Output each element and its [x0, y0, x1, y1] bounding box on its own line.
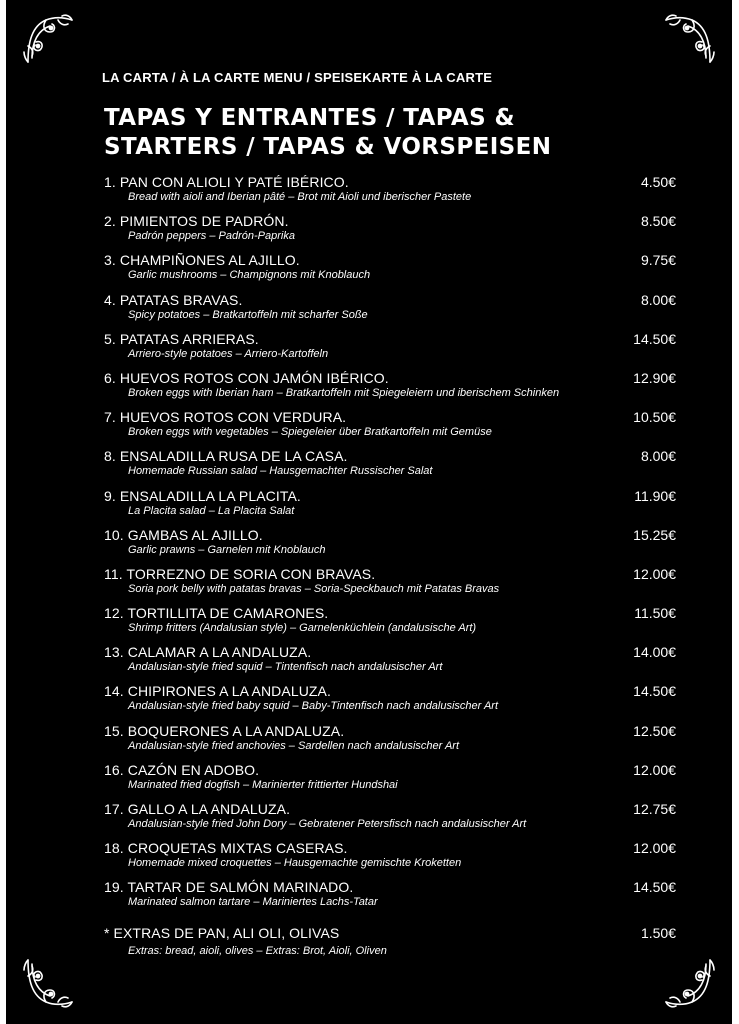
- item-description: Homemade mixed croquettes – Hausgemachte gemischte Kroketten: [128, 857, 462, 870]
- item-price: 12.90€: [633, 369, 676, 386]
- item-name: 3. CHAMPIÑONES AL AJILLO.: [104, 252, 300, 269]
- menu-item: [104, 683, 676, 722]
- menu-item: [104, 292, 676, 331]
- item-price: 15.25€: [633, 526, 676, 543]
- item-description: La Placita salad – La Placita Salat: [128, 504, 295, 517]
- item-price: 14.50€: [633, 683, 676, 700]
- menu-item: [104, 488, 676, 527]
- item-description: Andalusian-style fried anchovies – Sardellen nach andalusischer Art: [128, 739, 460, 752]
- item-description: Garlic prawns – Garnelen mit Knoblauch: [128, 543, 326, 556]
- menu-item: [104, 370, 676, 409]
- menu-item: [104, 879, 676, 918]
- menu-item: [104, 762, 676, 801]
- corner-ornament-icon: [22, 954, 78, 1010]
- menu-item: [104, 174, 676, 213]
- menu-item: [104, 409, 676, 448]
- menu-item: [104, 252, 676, 291]
- item-price: 11.90€: [634, 487, 676, 504]
- extras-description: Extras: bread, aioli, olives – Extras: Brot, Aioli, Oliven: [128, 945, 387, 957]
- item-price: 14.50€: [633, 879, 676, 896]
- item-name: 12. TORTILLITA DE CAMARONES.: [104, 605, 329, 622]
- item-name: 18. CROQUETAS MIXTAS CASERAS.: [104, 840, 348, 857]
- menu-subtitle: LA CARTA / À LA CARTE MENU / SPEISEKARTE À LA CARTE: [102, 70, 493, 85]
- menu-item: [104, 605, 676, 644]
- item-name: 17. GALLO A LA ANDALUZA.: [104, 801, 291, 817]
- item-price: 12.00€: [633, 565, 676, 582]
- menu-item: [104, 448, 676, 487]
- item-price: 14.50€: [633, 330, 676, 347]
- item-description: Shrimp fritters (Andalusian style) – Garnelenküchlein (andalusische Art): [128, 622, 477, 635]
- item-description: Bread with aioli and Iberian pâté – Brot mit Aioli und iberischer Pastete: [128, 191, 472, 203]
- item-name: 10. GAMBAS AL AJILLO.: [104, 526, 263, 543]
- item-price: 12.00€: [633, 840, 676, 857]
- item-description: Spicy potatoes – Bratkartoffeln mit scharfer Soße: [128, 308, 368, 321]
- menu-item: [104, 213, 676, 252]
- section-title: TAPAS Y ENTRANTES / TAPAS & STARTERS / TAPAS & VORSPEISEN: [104, 105, 552, 160]
- item-description: Andalusian-style fried John Dory – Gebratener Petersfisch nach andalusischer Art: [128, 818, 527, 830]
- menu-item: [104, 723, 676, 762]
- item-description: Andalusian-style fried squid – Tintenfisch nach andalusischer Art: [128, 661, 443, 674]
- item-price: 10.50€: [633, 409, 676, 426]
- menu-item: [104, 527, 676, 566]
- menu-item-list: [104, 174, 676, 919]
- item-price: 12.00€: [633, 761, 676, 778]
- item-name: 16. CAZÓN EN ADOBO.: [104, 761, 260, 778]
- item-description: Marinated fried dogfish – Marinierter frittierter Hundshai: [128, 778, 398, 791]
- item-name: 15. BOQUERONES A LA ANDALUZA.: [104, 722, 345, 739]
- item-description: Soria pork belly with patatas bravas – Soria-Speckbauch mit Patatas Bravas: [128, 582, 500, 595]
- item-price: 8.50€: [640, 213, 676, 230]
- item-description: Homemade Russian salad – Hausgemachter Russischer Salat: [128, 465, 433, 478]
- menu-item: [104, 801, 676, 840]
- item-price: 9.75€: [640, 252, 676, 269]
- item-price: 14.00€: [633, 644, 676, 661]
- item-name: 4. PATATAS BRAVAS.: [104, 291, 243, 308]
- item-name: 13. CALAMAR A LA ANDALUZA.: [104, 644, 312, 661]
- menu-item: [104, 331, 676, 370]
- item-name: 1. PAN CON ALIOLI Y PATÉ IBÉRICO.: [104, 174, 349, 190]
- corner-ornament-icon: [660, 12, 716, 68]
- item-price: 4.50€: [640, 174, 676, 190]
- item-description: Padrón peppers – Padrón-Paprika: [128, 230, 295, 243]
- item-price: 11.50€: [634, 605, 676, 622]
- menu-item: [104, 566, 676, 605]
- item-price: 12.50€: [633, 722, 676, 739]
- extras-name: * EXTRAS DE PAN, ALI OLI, OLIVAS: [104, 925, 340, 941]
- item-price: 8.00€: [640, 448, 676, 465]
- item-name: 7. HUEVOS ROTOS CON VERDURA.: [104, 409, 347, 426]
- item-name: 9. ENSALADILLA LA PLACITA.: [104, 487, 301, 504]
- menu-item: [104, 644, 676, 683]
- extras-price: 1.50€: [640, 925, 676, 941]
- item-name: 14. CHIPIRONES A LA ANDALUZA.: [104, 683, 331, 700]
- item-name: 6. HUEVOS ROTOS CON JAMÓN IBÉRICO.: [104, 369, 389, 386]
- item-description: Arriero-style potatoes – Arriero-Kartoffeln: [128, 347, 329, 360]
- item-name: 19. TARTAR DE SALMÓN MARINADO.: [104, 879, 354, 896]
- item-description: Marinated salmon tartare – Mariniertes Lachs-Tatar: [128, 896, 378, 909]
- menu-page: [6, 0, 732, 1024]
- item-price: 12.75€: [633, 801, 676, 817]
- item-name: 8. ENSALADILLA RUSA DE LA CASA.: [104, 448, 348, 465]
- corner-ornament-icon: [22, 12, 78, 68]
- item-description: Andalusian-style fried baby squid – Baby-Tintenfisch nach andalusischer Art: [128, 700, 499, 713]
- item-description: Garlic mushrooms – Champignons mit Knoblauch: [128, 269, 371, 282]
- menu-extras: [104, 925, 676, 965]
- item-name: 5. PATATAS ARRIERAS.: [104, 330, 259, 347]
- menu-item: [104, 840, 676, 879]
- item-description: Broken eggs with vegetables – Spiegeleier über Bratkartoffeln mit Gemüse: [128, 426, 492, 439]
- item-price: 8.00€: [640, 291, 676, 308]
- item-description: Broken eggs with Iberian ham – Bratkartoffeln mit Spiegeleiern und iberischem Schinken: [128, 386, 560, 399]
- item-name: 11. TORREZNO DE SORIA CON BRAVAS.: [104, 565, 376, 582]
- item-name: 2. PIMIENTOS DE PADRÓN.: [104, 213, 289, 230]
